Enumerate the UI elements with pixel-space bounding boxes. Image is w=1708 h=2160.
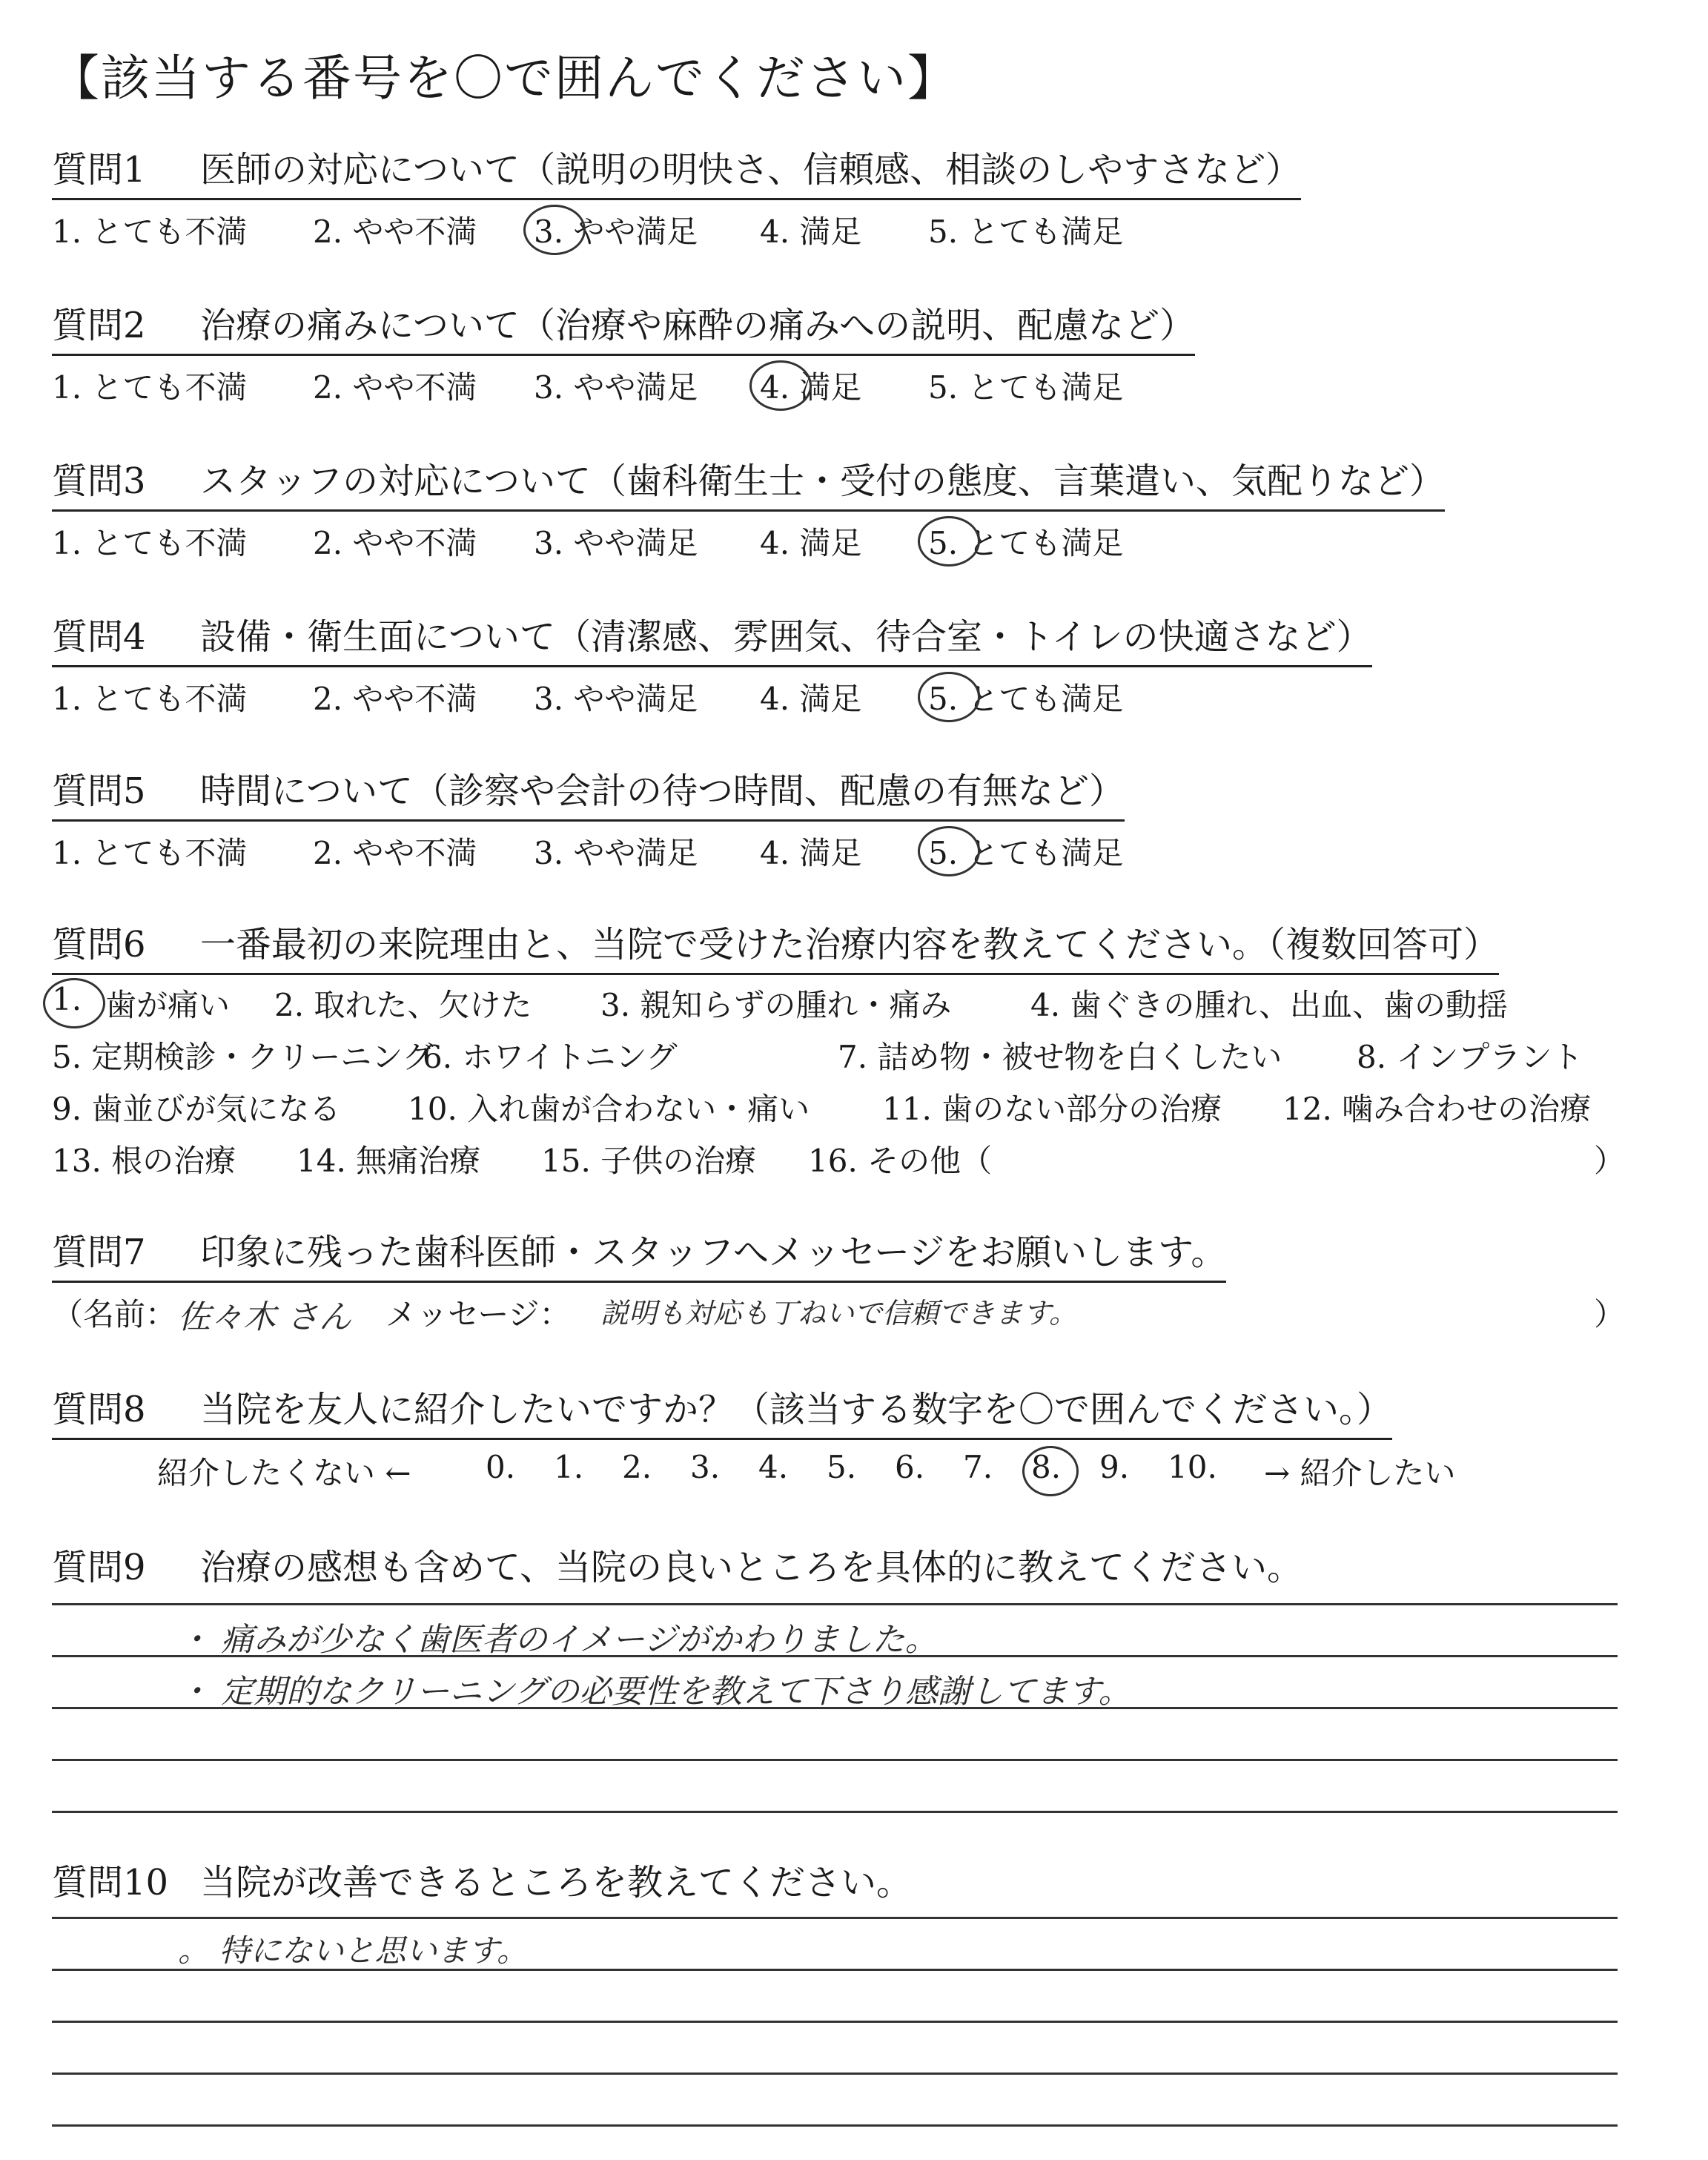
option-3[interactable]: 3. やや満足 [534,525,698,561]
options-row-3 [52,1085,1592,1137]
option-3[interactable]: 3. やや満足 [534,681,698,717]
question-number: 質問4 [52,616,146,658]
option-2[interactable]: 2. 取れた、欠けた [274,987,532,1023]
answer-text-1[interactable]: 。 特にないと思います。 [178,1932,528,1969]
option-4[interactable]: 4. 歯ぐきの腫れ、出血、歯の動揺 [1030,987,1508,1023]
answer-text-1[interactable]: ・ 痛みが少なく歯医者のイメージがかわりました。 [178,1621,938,1659]
option-2[interactable]: 2. やや不満 [313,681,477,717]
scale-1[interactable]: 1. [554,1449,584,1485]
question-1 [52,141,1302,250]
selection-circle [918,516,980,567]
answer-line [52,2021,1618,2023]
question-3 [52,452,1446,561]
question-number: 質問1 [52,149,146,191]
question-number: 質問8 [52,1389,146,1430]
question-6 [52,916,1626,1189]
message-value[interactable]: 説明も対応も丁ねいで信頼できます。 [600,1297,1077,1330]
question-text: 印象に残った歯科医師・スタッフへメッセージをお願いします。 [200,1232,1227,1273]
option-5[interactable]: 5. とても満足 [928,214,1124,250]
question-7 [52,1223,1626,1342]
name-value[interactable]: 佐々木 さん [178,1298,351,1336]
question-10 [52,1854,912,1905]
option-13[interactable]: 13. 根の治療 [52,1143,236,1179]
option-1[interactable]: 1. とても不満 [52,525,248,561]
question-number: 質問9 [52,1547,146,1588]
option-1[interactable]: 1. とても不満 [52,681,248,717]
answer-line [52,1655,1618,1657]
option-2[interactable]: 2. やや不満 [313,369,477,406]
question-8 [52,1381,1456,1501]
scale-5[interactable]: 5. [827,1449,857,1485]
option-1-label: 歯が痛い [105,987,231,1023]
option-10[interactable]: 10. 入れ歯が合わない・痛い [408,1091,810,1127]
message-row [52,1290,1626,1342]
options-row-1 [52,981,1508,1033]
other-close-paren: ） [1594,1143,1626,1179]
page-title: 【該当する番号を〇で囲んでください】 [50,50,958,107]
selection-circle [523,205,586,255]
answer-line [52,2073,1618,2075]
option-4[interactable]: 4. 満足 [760,363,861,408]
answer-line [52,1811,1618,1813]
message-label: メッセージ： [385,1296,571,1332]
option-5[interactable]: 5. とても満足 [928,519,1123,564]
option-16[interactable]: 16. その他（ [808,1143,993,1179]
option-2[interactable]: 2. やや不満 [313,835,477,871]
answer-line [52,1969,1618,1971]
answer-line [52,2124,1618,2127]
option-5[interactable]: 5. とても満足 [928,675,1123,719]
option-7[interactable]: 7. 詰め物・被せ物を白くしたい [838,1039,1282,1075]
answer-line [52,1917,1618,1919]
scale-2[interactable]: 2. [622,1449,652,1485]
selection-circle [1022,1446,1079,1496]
scale-0[interactable]: 0. [486,1449,516,1485]
option-3[interactable]: 3. やや満足 [534,208,698,252]
option-2[interactable]: 2. やや不満 [313,525,477,561]
question-text: スタッフの対応について（歯科衛生士・受付の態度、言葉遣い、気配りなど） [200,460,1446,502]
option-11[interactable]: 11. 歯のない部分の治療 [882,1091,1222,1127]
answer-text-2[interactable]: ・ 定期的なクリーニングの必要性を教えて下さり感謝してます。 [178,1673,1131,1711]
option-14[interactable]: 14. 無痛治療 [297,1143,481,1179]
selection-circle [918,672,980,722]
scale-right-label: → 紹介したい [1264,1455,1456,1491]
option-5[interactable]: 5. とても満足 [928,369,1124,406]
option-5[interactable]: 5. とても満足 [928,829,1123,873]
option-8[interactable]: 8. インプラント [1357,1039,1583,1075]
question-number: 質問2 [52,305,146,346]
option-3[interactable]: 3. やや満足 [534,369,698,406]
scale-4[interactable]: 4. [758,1449,789,1485]
question-text: 治療の痛みについて（治療や麻酔の痛みへの説明、配慮など） [200,305,1196,346]
selection-circle [918,826,980,876]
question-9 [52,1539,1302,1590]
question-number: 質問5 [52,770,146,812]
question-number: 質問3 [52,460,146,502]
option-1[interactable]: 1. とても不満 [52,369,248,406]
question-number: 質問6 [52,924,146,965]
options-row-4 [52,1137,1626,1189]
option-1[interactable]: 1. とても不満 [52,835,248,871]
question-4 [52,608,1372,717]
option-3[interactable]: 3. やや満足 [534,835,698,871]
selection-circle [43,978,105,1028]
option-12[interactable]: 12. 噛み合わせの治療 [1282,1091,1592,1127]
question-number: 質問10 [52,1862,169,1903]
scale-9[interactable]: 9. [1099,1449,1130,1485]
answer-line [52,1759,1618,1761]
option-1[interactable]: 1. [52,981,82,1017]
referral-scale [52,1449,1456,1501]
question-5 [52,762,1125,871]
option-5[interactable]: 5. 定期検診・クリーニング [52,1039,434,1075]
question-text: 当院が改善できるところを教えてください。 [200,1862,913,1903]
scale-8[interactable]: 8. [1031,1449,1061,1485]
option-4[interactable]: 4. 満足 [760,681,862,717]
answer-line [52,1603,1618,1605]
options-row-2 [52,1033,1583,1085]
question-2 [52,297,1196,406]
scale-6[interactable]: 6. [895,1449,925,1485]
question-text: 設備・衛生面について（清潔感、雰囲気、待合室・トイレの快適さなど） [200,616,1372,658]
question-text: 時間について（診察や会計の待つ時間、配慮の有無など） [200,770,1125,812]
question-number: 質問7 [52,1232,146,1273]
scale-10[interactable]: 10. [1168,1449,1217,1485]
option-1[interactable]: 1. とても不満 [52,214,248,250]
scale-3[interactable]: 3. [690,1449,721,1485]
answer-line [52,1707,1618,1709]
scale-7[interactable]: 7. [963,1449,993,1485]
question-text: 医師の対応について（説明の明快さ、信頼感、相談のしやすさなど） [200,149,1302,191]
option-6[interactable]: 6. ホワイトニング [423,1039,678,1075]
message-close-paren: ） [1594,1296,1626,1332]
scale-left-label: 紹介したくない ← [157,1455,411,1491]
option-4[interactable]: 4. 満足 [760,835,862,871]
selection-circle [749,360,812,411]
name-label: （名前： [52,1296,177,1332]
option-3[interactable]: 3. 親知らずの腫れ・痛み [600,987,952,1023]
question-text: 治療の感想も含めて、当院の良いところを具体的に教えてください。 [200,1547,1303,1588]
question-text: 一番最初の来院理由と、当院で受けた治療内容を教えてください。（複数回答可） [200,924,1500,965]
option-4[interactable]: 4. 満足 [760,214,862,250]
option-9[interactable]: 9. 歯並びが気になる [52,1091,341,1127]
option-4[interactable]: 4. 満足 [760,525,862,561]
question-text: 当院を友人に紹介したいですか？（該当する数字を〇で囲んでください。） [200,1389,1393,1430]
option-15[interactable]: 15. 子供の治療 [541,1143,757,1179]
option-2[interactable]: 2. やや不満 [313,214,477,250]
